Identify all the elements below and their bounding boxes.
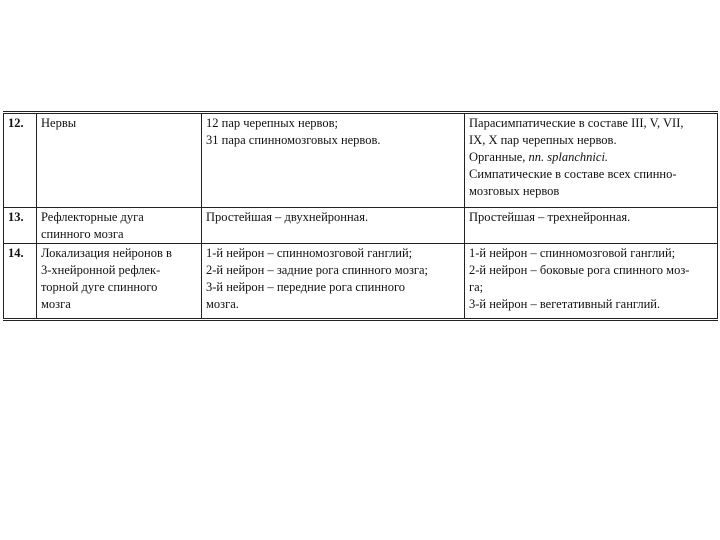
cell-text-line: 2-й нейрон – боковые рога спинного моз-	[469, 263, 690, 277]
cell-text-line	[469, 149, 713, 166]
cell-text-line: 1-й нейрон – спинномозговой ганглий;	[206, 246, 413, 260]
cell-text-line: мозга	[41, 297, 71, 311]
row-number: 13.	[8, 210, 24, 224]
latin-term: nn. splanchnici.	[528, 150, 609, 164]
row-number-cell	[4, 113, 37, 208]
cell-text-line: га;	[469, 280, 484, 294]
row-number: 14.	[8, 246, 24, 260]
cell-text-line: торной дуге спинного	[41, 280, 158, 294]
table-row	[4, 208, 718, 244]
feature-cell	[37, 113, 202, 208]
autonomic-cell	[465, 113, 718, 208]
somatic-cell	[202, 113, 465, 208]
cell-text-line: Нервы	[41, 116, 77, 130]
cell-text-line: 3-й нейрон – вегетативный ганглий.	[469, 297, 661, 311]
cell-text-line: 1-й нейрон – спинномозговой ганглий;	[469, 246, 676, 260]
cell-text-line: спинного мозга	[41, 227, 124, 241]
cell-text-line: мозга.	[206, 297, 239, 311]
cell-text-line: Простейшая – трехнейронная.	[469, 210, 631, 224]
autonomic-cell	[465, 208, 718, 244]
cell-text-line: Локализация нейронов в	[41, 246, 172, 260]
cell-text-line: 2-й нейрон – задние рога спинного мозга;	[206, 263, 429, 277]
cell-text-line: Простейшая – двухнейронная.	[206, 210, 369, 224]
cell-text-line: Парасимпатические в составе III, V, VII,	[469, 116, 684, 130]
table-row	[4, 244, 718, 320]
cell-text-fragment: Органные,	[469, 150, 529, 164]
feature-cell	[37, 208, 202, 244]
somatic-cell	[202, 208, 465, 244]
somatic-cell	[202, 244, 465, 320]
autonomic-cell	[465, 244, 718, 320]
row-number: 12.	[8, 116, 24, 130]
cell-text-line: 3-хнейронной рефлек-	[41, 263, 161, 277]
cell-text-line: 31 пара спинномозговых нервов.	[206, 133, 381, 147]
table-row	[4, 113, 718, 208]
cell-text-line: Симпатические в составе всех спинно-	[469, 167, 677, 181]
row-number-cell	[4, 244, 37, 320]
row-number-cell	[4, 208, 37, 244]
feature-cell	[37, 244, 202, 320]
cell-text-line: IX, X пар черепных нервов.	[469, 133, 617, 147]
cell-text-line: 12 пар черепных нервов;	[206, 116, 338, 130]
cell-text-line: мозговых нервов	[469, 184, 560, 198]
cell-text-line: 3-й нейрон – передние рога спинного	[206, 280, 406, 294]
cell-text-line: Рефлекторные дуга	[41, 210, 144, 224]
comparison-table	[3, 111, 718, 321]
